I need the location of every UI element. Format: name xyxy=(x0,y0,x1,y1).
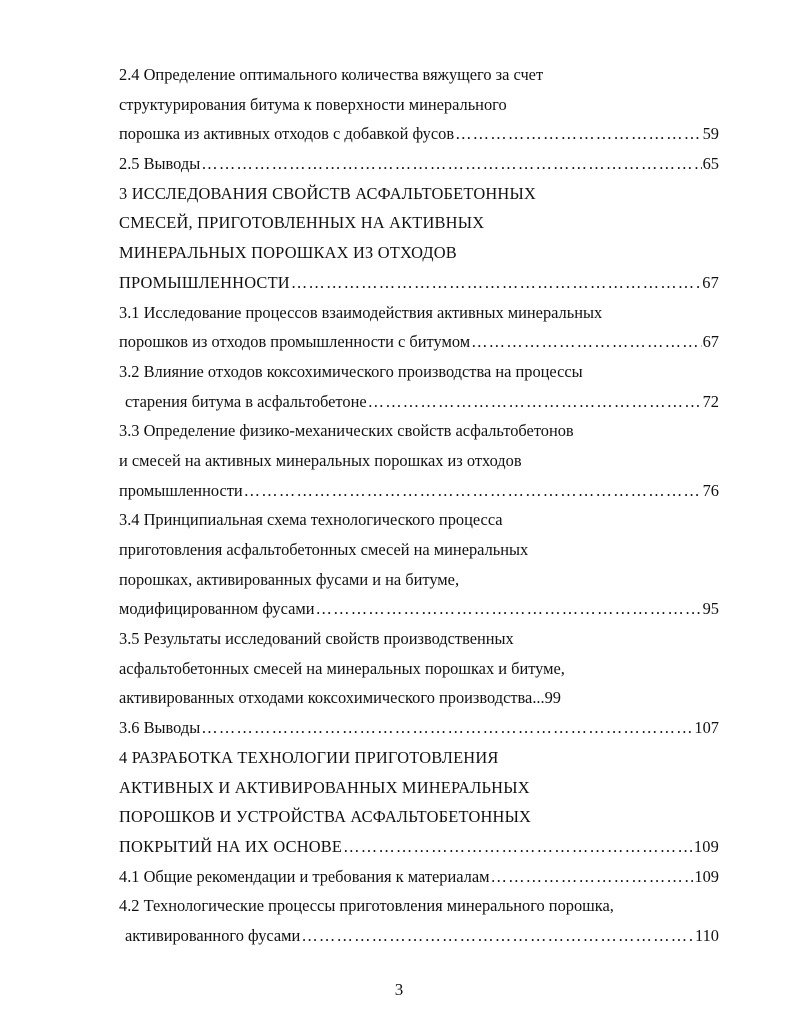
toc-entry-last-line xyxy=(119,119,719,149)
toc-page-number: 72 xyxy=(702,391,719,411)
toc-entry-title-line: порошках, активированных фусами и на битуме, xyxy=(119,569,460,589)
toc-entry-title-line: активированного фусами xyxy=(125,925,301,945)
toc-entry-3-6 xyxy=(119,713,719,743)
dot-leader xyxy=(471,327,702,357)
toc-page-number: 59 xyxy=(702,124,719,144)
toc-entry-title-line: АКТИВНЫХ И АКТИВИРОВАННЫХ МИНЕРАЛЬНЫХ xyxy=(119,777,530,797)
toc-entry-title-line: ПОКРЫТИЙ НА ИХ ОСНОВЕ xyxy=(119,836,343,856)
toc-entry-title-line: модифицированном фусами xyxy=(119,599,315,619)
toc-entry-title-line: 3.6 Выводы xyxy=(119,718,201,738)
toc-entry-title-line: 4.2 Технологические процессы приготовления минерального порошка, xyxy=(119,896,614,916)
toc-entry-last-line xyxy=(119,594,719,624)
toc-entry-title-line: СМЕСЕЙ, ПРИГОТОВЛЕННЫХ НА АКТИВНЫХ xyxy=(119,213,485,233)
dot-leader xyxy=(316,594,702,624)
toc-entry-last-line xyxy=(119,832,719,862)
toc-entry-title-line: промышленности xyxy=(119,480,243,500)
page-number: 3 xyxy=(394,980,404,999)
toc-entry-title-line: 3.1 Исследование процессов взаимодействия активных минеральных xyxy=(119,302,603,322)
toc-entry-title-line: порошка из активных отходов с добавкой фусов xyxy=(119,124,455,144)
toc-chapter-3 xyxy=(119,179,719,298)
dot-leader xyxy=(343,832,693,862)
toc-entry-last-line xyxy=(119,862,719,892)
toc-entry-title-line: 3.3 Определение физико-механических свойств асфальтобетонов xyxy=(119,421,574,441)
toc-page-number: 67 xyxy=(702,272,719,292)
dot-leader xyxy=(201,149,701,179)
toc-entry-2-5 xyxy=(119,149,719,179)
toc-entry-last-line xyxy=(119,713,719,743)
toc-entry-3-3 xyxy=(119,416,719,505)
toc-page-number: 76 xyxy=(702,480,719,500)
toc-page-number: 107 xyxy=(694,718,719,738)
toc-entry-3-1 xyxy=(119,298,719,357)
toc-entry-title-line: 3.2 Влияние отходов коксохимического производства на процессы xyxy=(119,361,583,381)
toc-entry-title-line: МИНЕРАЛЬНЫХ ПОРОШКАХ ИЗ ОТХОДОВ xyxy=(119,243,457,263)
dot-leader xyxy=(201,713,693,743)
dot-leader xyxy=(244,476,702,506)
toc-entry-title-line: 3.4 Принципиальная схема технологического процесса xyxy=(119,510,503,530)
toc-entry-title-line: 4.1 Общие рекомендации и требования к материалам xyxy=(119,866,490,886)
toc-entry-title-line: приготовления асфальтобетонных смесей на минеральных xyxy=(119,540,529,559)
dot-leader xyxy=(368,387,702,417)
toc-page-number: 110 xyxy=(695,925,719,945)
toc-entry-title-line: ПОРОШКОВ И УСТРОЙСТВА АСФАЛЬТОБЕТОННЫХ xyxy=(119,807,532,827)
toc-entry-title-line: 2.5 Выводы xyxy=(119,154,201,174)
toc-page-number: 67 xyxy=(702,332,719,352)
toc-entry-last-line xyxy=(119,327,719,357)
table-of-contents xyxy=(119,60,719,951)
toc-entry-last-line xyxy=(119,921,719,951)
dot-leader xyxy=(491,862,694,892)
toc-entry-3-4 xyxy=(119,505,719,624)
toc-page-number: 109 xyxy=(693,836,719,856)
toc-entry-title-line: 2.4 Определение оптимального количества вяжущего за счет xyxy=(119,65,544,84)
toc-page-number: 109 xyxy=(694,866,719,886)
dot-leader xyxy=(455,119,702,149)
toc-entry-title-line: 3 ИССЛЕДОВАНИЯ СВОЙСТВ АСФАЛЬТОБЕТОННЫХ xyxy=(119,183,536,203)
toc-entry-4-2 xyxy=(119,891,719,950)
toc-entry-title-line: 4 РАЗРАБОТКА ТЕХНОЛОГИИ ПРИГОТОВЛЕНИЯ xyxy=(119,747,499,767)
dot-leader xyxy=(301,921,694,951)
toc-entry-last-line xyxy=(119,268,719,298)
toc-entry-2-4 xyxy=(119,60,719,149)
toc-entry-4-1 xyxy=(119,862,719,892)
toc-entry-title-line: ПРОМЫШЛЕННОСТИ xyxy=(119,272,290,292)
toc-entry-title-line: и смесей на активных минеральных порошках из отходов xyxy=(119,450,522,470)
toc-entry-title-line: асфальтобетонных смесей на минеральных порошках и битуме, xyxy=(119,658,565,678)
toc-entry-title-line: 3.5 Результаты исследований свойств производственных xyxy=(119,629,514,649)
toc-entry-3-2 xyxy=(119,357,719,416)
toc-entry-title-line: порошков из отходов промышленности с битумом xyxy=(119,332,471,352)
toc-page-number: 95 xyxy=(702,599,719,619)
toc-entry-last-line xyxy=(119,476,719,506)
dot-leader xyxy=(291,268,701,298)
toc-entry-title-line: старения битума в асфальтобетоне xyxy=(125,391,367,411)
toc-entry-title-line: активированных отходами коксохимического производства...99 xyxy=(119,688,561,708)
toc-entry-last-line xyxy=(119,387,719,417)
toc-entry-3-5 xyxy=(119,624,719,713)
toc-entry-title-line: структурирования битума к поверхности минерального xyxy=(119,94,507,114)
toc-entry-last-line xyxy=(119,149,719,179)
toc-chapter-4 xyxy=(119,743,719,862)
toc-page-number: 65 xyxy=(702,154,719,174)
